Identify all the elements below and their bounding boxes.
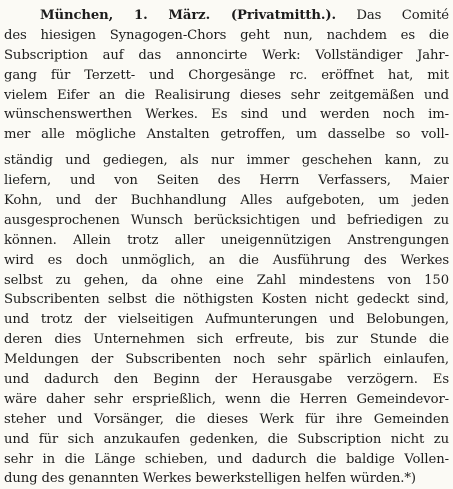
article-line: deren dies Unternehmen sich erfreute, bis zur Stunde die: [4, 332, 449, 348]
article-line: ausgesprochenen Wunsch berücksichtigen und befriedigen zu: [4, 212, 449, 228]
article-line: ständig und gediegen, als nur immer geschehen kann, zu: [4, 153, 449, 169]
article-line: dung des genannten Werkes bewerkstelligen helfen würden.*): [4, 471, 416, 487]
article-line: steher und Vorsänger, die dieses Werk für ihre Gemeinden: [4, 411, 449, 427]
article-line: wäre daher sehr ersprießlich, wenn die Herren Gemeindevor-: [4, 391, 449, 407]
article-line: Subscription auf das annoncirte Werk: Vollständiger Jahr-: [4, 47, 449, 63]
article-line: mer alle mögliche Anstalten getroffen, um dasselbe so voll-: [4, 127, 449, 143]
article-line: Meldungen der Subscribenten noch sehr spärlich einlaufen,: [4, 352, 449, 368]
article-line: Kohn, und der Buchhandlung Alles aufgeboten, um jeden: [4, 193, 449, 209]
article-dateline: München, 1. März. (Privatmitth.).: [40, 8, 336, 23]
article-line: gang für Terzett- und Chorgesänge rc. eröffnet hat, mit: [4, 67, 449, 83]
article-line: [4, 6, 449, 26]
article-line: und dadurch den Beginn der Herausgabe verzögern. Es: [4, 372, 449, 388]
article-line: des hiesigen Synagogen-Chors geht nun, nachdem es die: [4, 27, 449, 43]
article-line-text: Das Comité: [356, 8, 449, 23]
article-line: können. Allein trotz aller uneigennützigen Anstrengungen: [4, 232, 449, 248]
news-article: [4, 6, 449, 489]
article-line: sehr in die Länge schieben, und dadurch die baldige Vollen-: [4, 451, 449, 467]
article-line: und für sich anzukaufen gedenken, die Subscription nicht zu: [4, 431, 449, 447]
article-line: und trotz der vielseitigen Aufmunterungen und Belobungen,: [4, 312, 449, 328]
article-line: vielem Eifer an die Realisirung dieses sehr zeitgemäßen und: [4, 87, 449, 103]
article-line: Subscribenten selbst die nöthigsten Kosten nicht gedeckt sind,: [4, 292, 449, 308]
article-line: selbst zu gehen, da ohne eine Zahl mindestens von 150: [4, 272, 449, 288]
article-line: liefern, und von Seiten des Herrn Verfassers, Maier: [4, 173, 449, 189]
article-line: wird es doch unmöglich, an die Ausführung des Werkes: [4, 252, 449, 268]
article-line: wünschenswerthen Werkes. Es sind und werden noch im-: [4, 107, 449, 123]
